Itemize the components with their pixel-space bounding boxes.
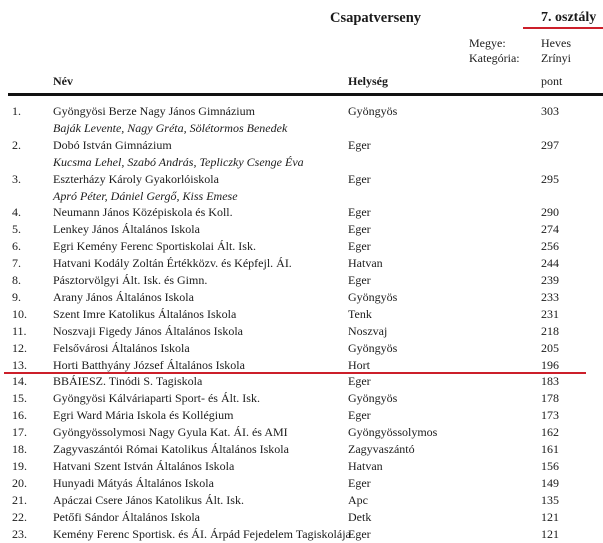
row-city: Gyöngyössolymos	[348, 425, 438, 440]
row-rank: 21.	[12, 492, 27, 507]
row-points: 295	[541, 171, 559, 186]
row-points: 205	[541, 340, 559, 355]
row-name: Apáczai Csere János Katolikus Ált. Isk.	[53, 492, 244, 507]
cutoff-line	[4, 372, 586, 374]
column-header-name: Név	[53, 74, 73, 88]
row-rank: 12.	[12, 340, 27, 355]
county-label: Megye:	[469, 36, 506, 50]
row-name: Dobó István Gimnázium	[53, 137, 172, 152]
row-city: Eger	[348, 526, 371, 541]
row-city: Hatvan	[348, 458, 383, 473]
table-row	[0, 442, 603, 458]
row-rank: 13.	[12, 357, 27, 372]
row-rank: 7.	[12, 256, 21, 271]
row-name: Lenkey János Általános Iskola	[53, 222, 200, 237]
row-city: Eger	[348, 408, 371, 423]
row-name: Neumann János Középiskola és Koll.	[53, 205, 233, 220]
table-row	[0, 374, 603, 390]
table-row	[0, 341, 603, 357]
row-points: 135	[541, 492, 559, 507]
table-row	[0, 391, 603, 407]
row-name: Eszterházy Károly Gyakorlóiskola	[53, 171, 219, 186]
row-rank: 17.	[12, 425, 27, 440]
row-rank: 10.	[12, 306, 27, 321]
row-name: Gyöngyösi Berze Nagy János Gimnázium	[53, 104, 255, 118]
table-row	[0, 205, 603, 221]
table-row	[0, 273, 603, 289]
team-members: Baják Levente, Nagy Gréta, Sölétormos Benedek	[53, 120, 288, 135]
row-name: Szent Imre Katolikus Általános Iskola	[53, 306, 237, 321]
table-row	[0, 138, 603, 154]
row-rank: 11.	[12, 323, 27, 338]
grade-label: 7. osztály	[541, 10, 597, 25]
row-city: Eger	[348, 171, 371, 186]
county-value: Heves	[541, 36, 571, 50]
row-points: 161	[541, 442, 559, 456]
table-row	[0, 527, 603, 543]
row-rank: 6.	[12, 239, 21, 254]
grade-underline	[523, 27, 603, 29]
table-row	[0, 425, 603, 441]
row-points: 218	[541, 323, 559, 338]
table-row	[0, 222, 603, 238]
row-name: Egri Ward Mária Iskola és Kollégium	[53, 408, 234, 423]
row-city: Zagyvaszántó	[348, 442, 415, 456]
row-name: Horti Batthyány József Általános Iskola	[53, 357, 245, 372]
row-points: 178	[541, 391, 559, 406]
category-value: Zrínyi	[541, 51, 571, 65]
row-city: Eger	[348, 374, 371, 389]
row-name: Gyöngyösi Kálváriaparti Sport- és Ált. Isk.	[53, 391, 260, 406]
row-name: Hatvani Szent István Általános Iskola	[53, 458, 235, 473]
row-name: Kemény Ferenc Sportisk. és ÁI. Árpád Fejedelem Tagiskolája	[53, 526, 351, 541]
row-city: Eger	[348, 137, 371, 152]
row-name: Hatvani Kodály Zoltán Értékközv. és Képfejl. ÁI.	[53, 256, 292, 271]
row-city: Eger	[348, 273, 371, 287]
row-city: Tenk	[348, 306, 372, 321]
table-row	[0, 307, 603, 323]
row-points: 162	[541, 425, 559, 440]
row-points: 290	[541, 205, 559, 220]
row-rank: 23.	[12, 526, 27, 541]
row-name: Felsővárosi Általános Iskola	[53, 340, 190, 355]
row-name: Gyöngyössolymosi Nagy Gyula Kat. ÁI. és AMI	[53, 425, 288, 440]
row-rank: 15.	[12, 391, 27, 406]
row-name: BBÁIESZ. Tinódi S. Tagiskola	[53, 374, 203, 389]
table-row	[0, 104, 603, 120]
row-city: Hort	[348, 357, 370, 372]
table-row	[0, 172, 603, 188]
row-points: 256	[541, 239, 559, 254]
table-row	[0, 408, 603, 424]
row-city: Detk	[348, 509, 372, 524]
row-points: 196	[541, 357, 559, 372]
row-city: Apc	[348, 492, 368, 507]
row-rank: 2.	[12, 137, 21, 152]
row-rank: 4.	[12, 205, 21, 220]
table-row	[0, 459, 603, 475]
row-rank: 14.	[12, 374, 27, 389]
row-points: 121	[541, 526, 559, 541]
row-name: Noszvaji Figedy János Általános Iskola	[53, 323, 243, 338]
table-row	[0, 256, 603, 272]
table-row	[0, 290, 603, 306]
row-rank: 3.	[12, 171, 21, 186]
row-city: Hatvan	[348, 256, 383, 271]
row-points: 274	[541, 222, 559, 237]
row-points: 239	[541, 273, 559, 287]
row-rank: 20.	[12, 475, 27, 490]
row-city: Eger	[348, 222, 371, 237]
row-rank: 5.	[12, 222, 21, 237]
row-name: Egri Kemény Ferenc Sportiskolai Ált. Isk.	[53, 239, 256, 254]
column-header-city: Helység	[348, 74, 388, 88]
row-points: 149	[541, 475, 559, 490]
row-points: 233	[541, 289, 559, 304]
table-row	[0, 493, 603, 509]
row-points: 244	[541, 256, 559, 271]
row-name: Hunyadi Mátyás Általános Iskola	[53, 475, 214, 490]
row-city: Eger	[348, 475, 371, 490]
table-row	[0, 239, 603, 255]
row-points: 303	[541, 104, 559, 118]
row-city: Gyöngyös	[348, 104, 398, 118]
row-name: Arany János Általános Iskola	[53, 289, 194, 304]
row-city: Gyöngyös	[348, 340, 398, 355]
row-points: 173	[541, 408, 559, 423]
row-rank: 9.	[12, 289, 21, 304]
row-points: 231	[541, 306, 559, 321]
row-rank: 1.	[12, 104, 21, 118]
row-city: Eger	[348, 205, 371, 220]
table-row	[0, 476, 603, 492]
row-points: 297	[541, 137, 559, 152]
team-members: Apró Péter, Dániel Gergő, Kiss Emese	[53, 188, 238, 203]
column-header-points: pont	[541, 74, 563, 88]
row-city: Noszvaj	[348, 323, 388, 338]
row-points: 183	[541, 374, 559, 389]
row-rank: 19.	[12, 458, 27, 473]
table-row	[0, 510, 603, 526]
row-rank: 16.	[12, 408, 27, 423]
row-points: 121	[541, 509, 559, 524]
row-rank: 8.	[12, 273, 21, 287]
row-city: Eger	[348, 239, 371, 254]
table-row	[0, 324, 603, 340]
row-name: Zagyvaszántói Római Katolikus Általános Iskola	[53, 442, 289, 456]
row-rank: 22.	[12, 509, 27, 524]
category-label: Kategória:	[469, 51, 520, 65]
row-city: Gyöngyös	[348, 289, 398, 304]
row-points: 156	[541, 458, 559, 473]
team-members: Kucsma Lehel, Szabó András, Tepliczky Csenge Éva	[53, 154, 304, 169]
row-name: Pásztorvölgyi Ált. Isk. és Gimn.	[53, 273, 208, 287]
row-name: Petőfi Sándor Általános Iskola	[53, 509, 200, 524]
header-rule	[8, 93, 603, 96]
page-title: Csapatverseny	[330, 10, 422, 26]
row-rank: 18.	[12, 442, 27, 456]
row-city: Gyöngyös	[348, 391, 398, 406]
